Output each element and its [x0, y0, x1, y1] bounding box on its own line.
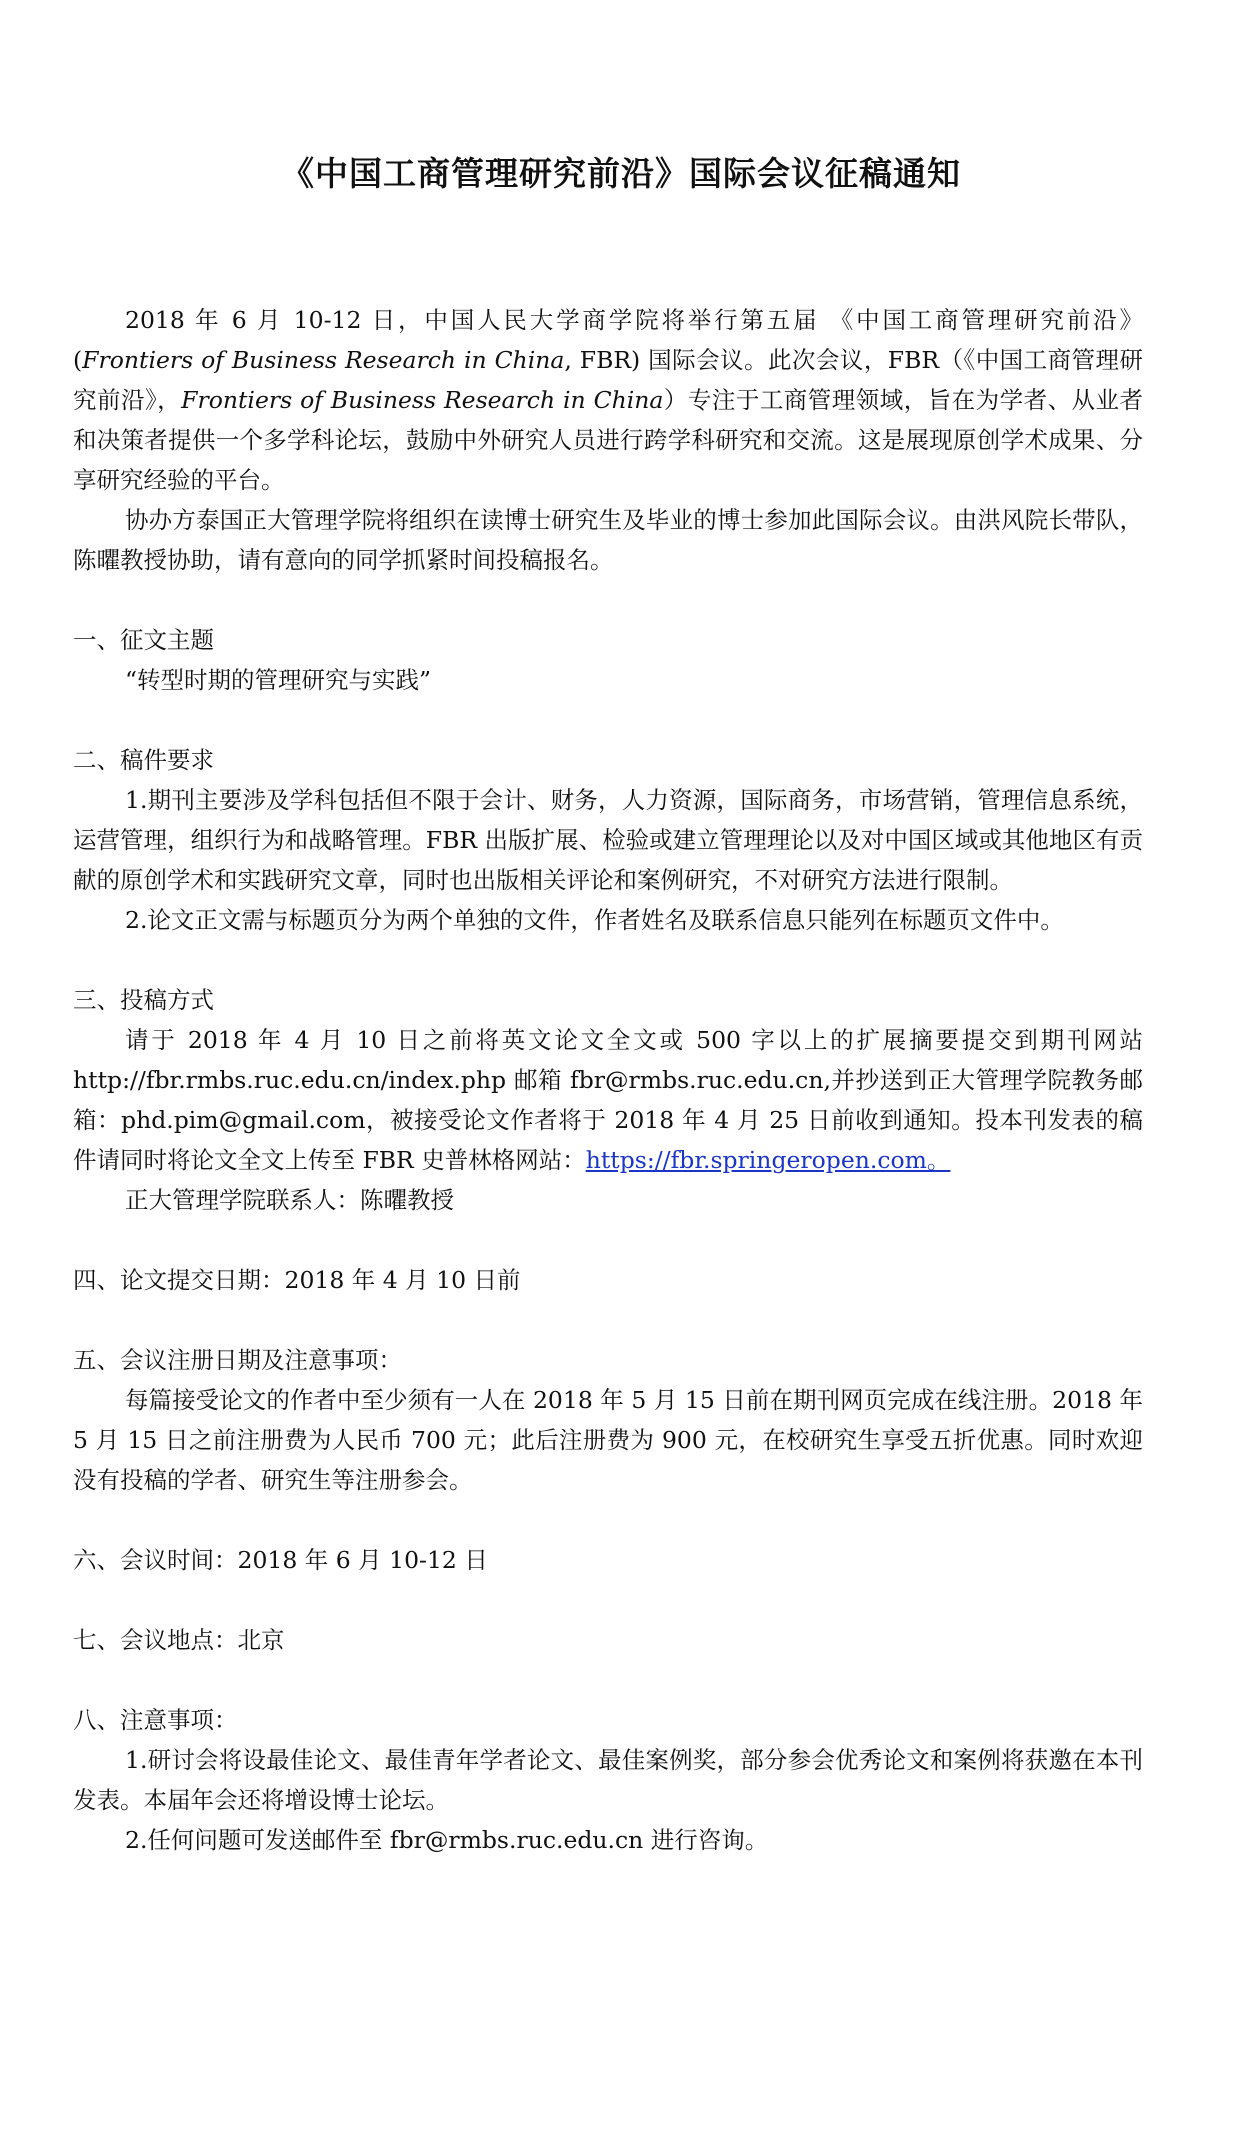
section-heading-notes: 八、注意事项： — [73, 1706, 238, 1734]
journal-name-english-1: Frontiers of Business Research in China — [82, 346, 565, 374]
intro-text-a: 2018 年 6 月 10-12 日，中国人民大学商学院将举行第五届 《中国工商管理研究前沿》 ( — [73, 306, 1143, 374]
section-heading-deadline: 四、论文提交日期：2018 年 4 月 10 日前 — [73, 1266, 521, 1294]
note-item-2: 2.任何问题可发送邮件至 fbr@rmbs.ruc.edu.cn 进行咨询。 — [125, 1826, 769, 1854]
intro-paragraph-1 — [73, 300, 1143, 500]
journal-name-english-2: Frontiers of Business Research in China — [181, 386, 664, 414]
submission-text: 请于 2018 年 4 月 10 日之前将英文论文全文或 500 字以上的扩展摘要提交到期刊网站 http://fbr.rmbs.ruc.edu.cn/index.php 邮箱 fbr@rmbs.ruc.edu.cn,并抄送到正大管理学院教务邮箱：phd.pim@gmail.com，被接受论文作者将于 2018 年 4 月 25 日前收到通知。投本刊发表的稿件请同时将论文全文上传至 FBR 史普林格网站： — [73, 1026, 1143, 1174]
intro-paragraph-2: 协办方泰国正大管理学院将组织在读博士研究生及毕业的博士参加此国际会议。由洪风院长带队，陈㬬教授协助，请有意向的同学抓紧时间投稿报名。 — [73, 506, 1143, 574]
section-heading-registration: 五、会议注册日期及注意事项： — [73, 1346, 402, 1374]
section-heading-location: 七、会议地点：北京 — [73, 1626, 285, 1654]
document-title: 《中国工商管理研究前沿》国际会议征稿通知 — [281, 154, 961, 193]
section-heading-submission: 三、投稿方式 — [73, 986, 214, 1014]
section-heading-theme: 一、征文主题 — [73, 626, 214, 654]
intro-text-c: ）专注于工商管理领域，旨在为学者、从业者和决策者提供一个多学科论坛，鼓励中外研究人员进行跨学科研究和交流。这是展现原创学术成果、分享研究经验的平台。 — [73, 386, 1144, 494]
submission-paragraph — [73, 1020, 1143, 1180]
theme-text: “转型时期的管理研究与实践” — [125, 666, 432, 694]
section-heading-time: 六、会议时间：2018 年 6 月 10-12 日 — [73, 1546, 488, 1574]
registration-paragraph: 每篇接受论文的作者中至少须有一人在 2018 年 5 月 15 日前在期刊网页完成在线注册。2018 年 5 月 15 日之前注册费为人民币 700 元；此后注册费为 900 元，在校研究生享受五折优惠。同时欢迎没有投稿的学者、研究生等注册参会。 — [73, 1386, 1143, 1494]
intro-text-b: , FBR) 国际会议。此次会议，FBR（《中国工商管理研究前沿》， — [73, 346, 1143, 414]
document-body — [73, 300, 1143, 1860]
section-heading-requirements: 二、稿件要求 — [73, 746, 214, 774]
note-item-1: 1.研讨会将设最佳论文、最佳青年学者论文、最佳案例奖，部分参会优秀论文和案例将获邀在本刊发表。本届年会还将增设博士论坛。 — [73, 1746, 1143, 1814]
contact-person: 正大管理学院联系人：陈㬬教授 — [125, 1186, 454, 1214]
requirement-item-1: 1.期刊主要涉及学科包括但不限于会计、财务，人力资源，国际商务，市场营销，管理信息系统，运营管理，组织行为和战略管理。FBR 出版扩展、检验或建立管理理论以及对中国区域或其他地区有贡献的原创学术和实践研究文章，同时也出版相关评论和案例研究，不对研究方法进行限制。 — [73, 786, 1143, 894]
springer-website-link[interactable]: https://fbr.springeropen.com。 — [585, 1146, 951, 1174]
requirement-item-2: 2.论文正文需与标题页分为两个单独的文件，作者姓名及联系信息只能列在标题页文件中。 — [125, 906, 1064, 934]
